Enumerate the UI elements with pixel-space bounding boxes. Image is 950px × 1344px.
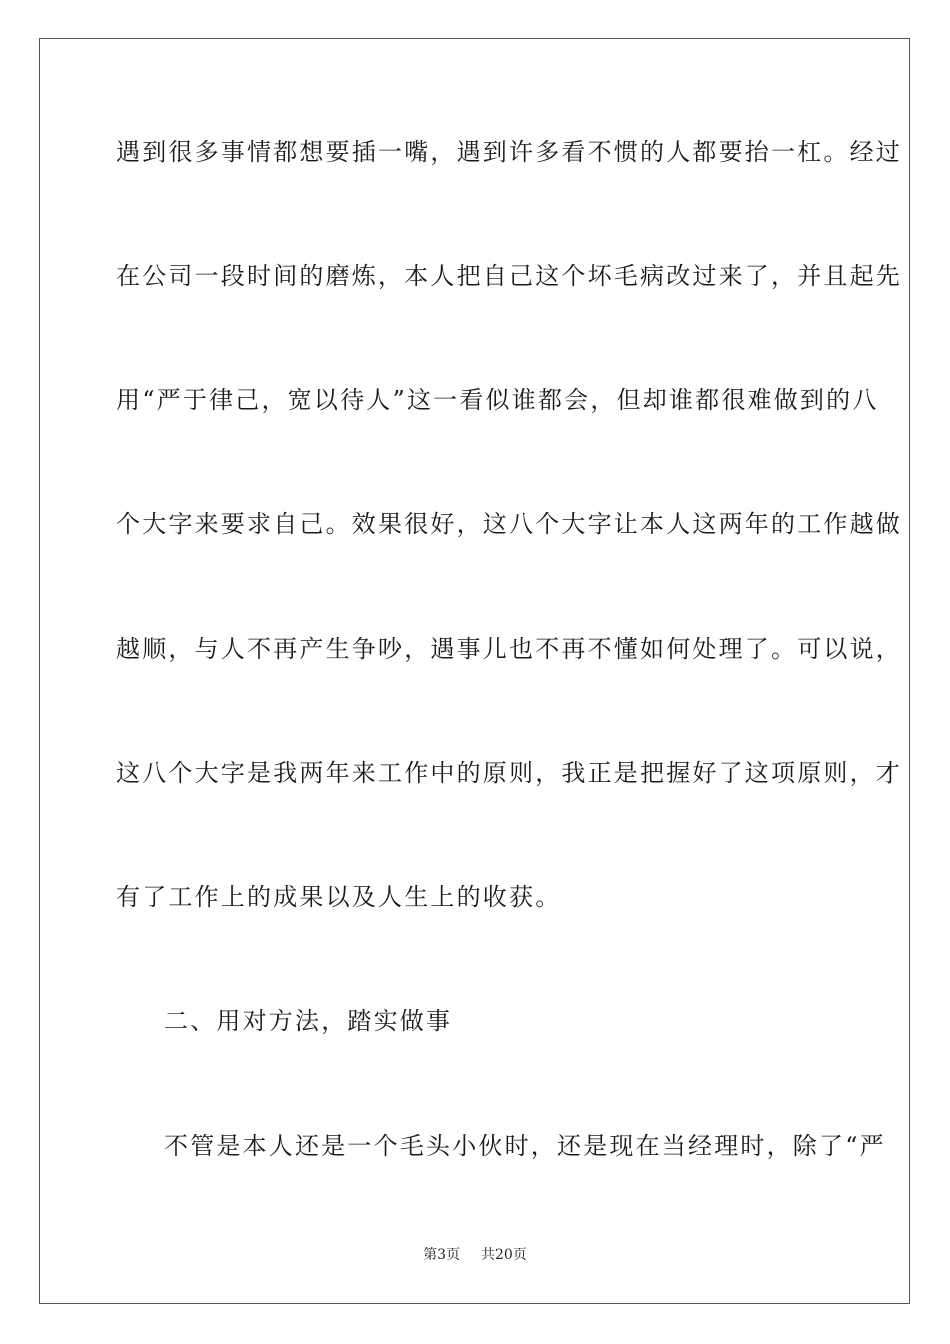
body-text-line-2: 在公司一段时间的磨炼，本人把自己这个坏毛病改过来了，并且起先	[116, 262, 902, 290]
page-number: 第3页	[423, 1247, 461, 1263]
section-heading: 二、用对方法，踏实做事	[164, 1007, 453, 1035]
body-text-line-7: 有了工作上的成果以及人生上的收获。	[116, 883, 562, 911]
page-border	[39, 38, 910, 1304]
page-footer	[0, 1245, 950, 1265]
paragraph-first-line: 不管是本人还是一个毛头小伙时，还是现在当经理时，除了“严	[164, 1132, 886, 1160]
body-text-line-3: 用“严于律己，宽以待人”这一看似谁都会，但却谁都很难做到的八	[116, 386, 879, 414]
page-total: 共20页	[481, 1247, 527, 1263]
body-text-line-4: 个大字来要求自己。效果很好，这八个大字让本人这两年的工作越做	[116, 510, 902, 538]
body-text-line-6: 这八个大字是我两年来工作中的原则，我正是把握好了这项原则，才	[116, 759, 902, 787]
body-text-line-1: 遇到很多事情都想要插一嘴，遇到许多看不惯的人都要抬一杠。经过	[116, 138, 902, 166]
body-text-line-5: 越顺，与人不再产生争吵，遇事儿也不再不懂如何处理了。可以说，	[116, 635, 902, 663]
